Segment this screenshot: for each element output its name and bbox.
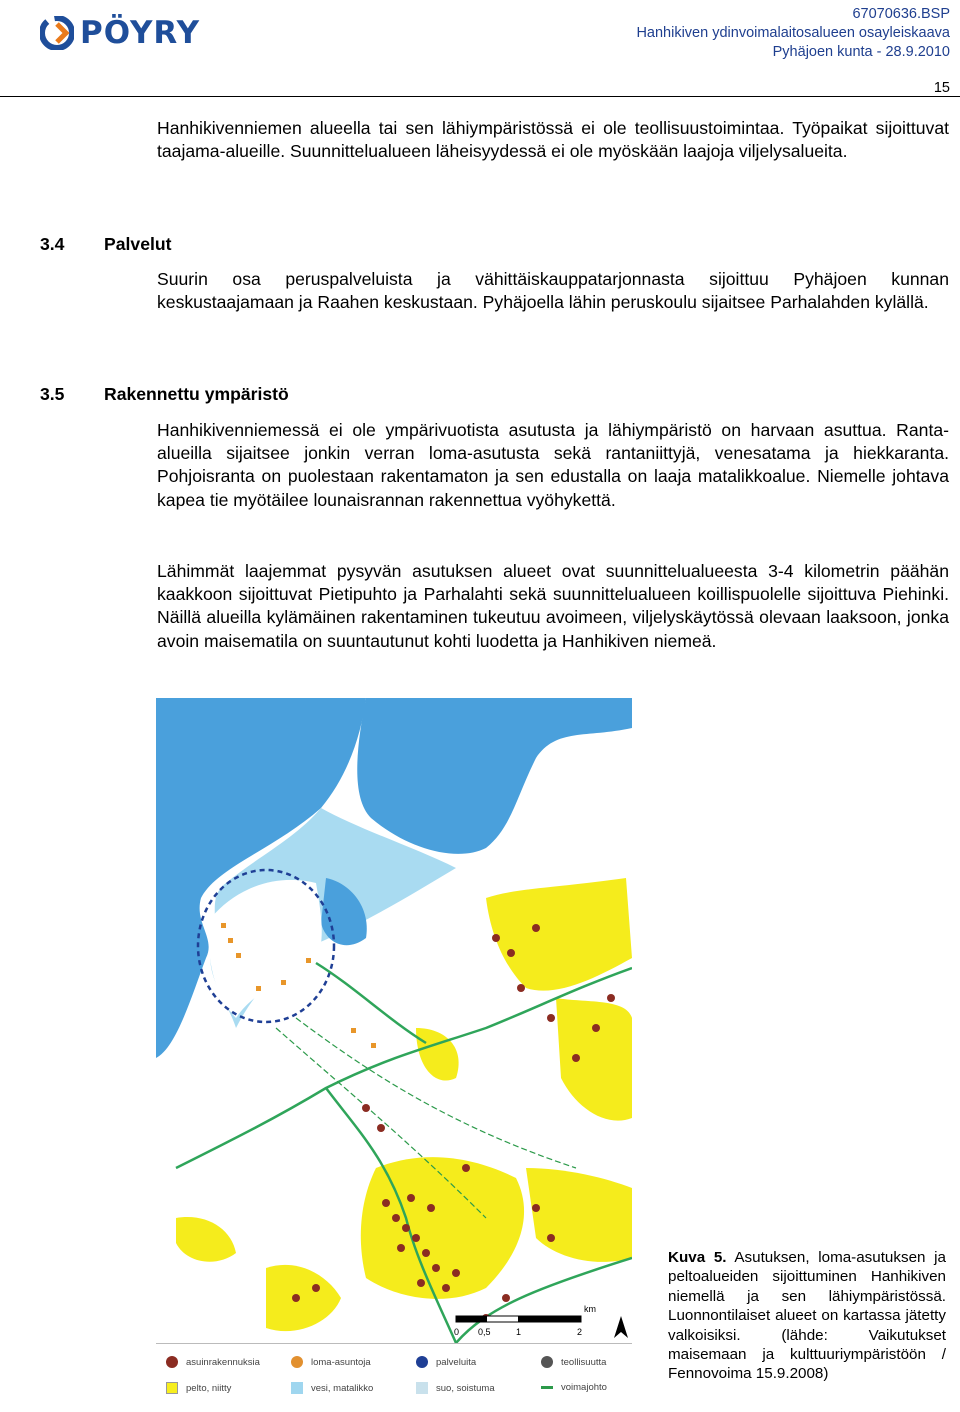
legend-label: pelto, niitty — [186, 1382, 232, 1394]
legend-item — [166, 1356, 260, 1368]
company-logo — [40, 4, 226, 62]
doc-place-date: Pyhäjoen kunta - 28.9.2010 — [772, 44, 950, 60]
legend-item — [291, 1382, 373, 1394]
page-number: 15 — [933, 80, 950, 96]
caption-label: Kuva 5. — [668, 1249, 727, 1266]
legend-label: vesi, matalikko — [311, 1382, 374, 1394]
section-title: Rakennettu ympäristö — [104, 384, 289, 404]
header-rule — [0, 96, 960, 97]
document-meta — [636, 5, 950, 62]
figure-caption — [668, 1248, 946, 1384]
section-heading-built-environment — [40, 384, 289, 405]
section-number: 3.5 — [40, 384, 65, 404]
field-swatch-icon — [166, 1382, 178, 1394]
scale-tick: 1 — [516, 1327, 522, 1337]
legend-label: voimajohto — [561, 1382, 607, 1393]
legend-item — [416, 1356, 476, 1368]
paragraph-built-environment: Hanhikivenniemessä ei ole ympärivuotista asutusta ja lähiympäristö on harvaan asuttua. Ranta-alueilla sijaitsee jonkin verran loma-asutusta sekä rantaniittyjä, venesatama ja hiekkaranta. Pohjoisranta on puolestaan rakentamaton ja sen edustalla on laaja matalikkoalue. Niemelle johtava kapea tie myötäilee lounaisrannan rakennettua vyöhykettä. — [157, 420, 949, 510]
services-dot-icon — [416, 1356, 428, 1368]
doc-id: 67070636.BSP — [852, 6, 950, 22]
marsh-swatch-icon — [416, 1382, 428, 1394]
scale-unit: km — [584, 1304, 596, 1314]
scale-tick: 0 — [454, 1327, 460, 1337]
scale-tick: 0,5 — [478, 1327, 491, 1337]
industry-dot-icon — [541, 1356, 553, 1368]
logo-wordmark: PÖYRY — [80, 15, 201, 51]
power-line-swatch-icon — [541, 1386, 553, 1389]
residential-dot-icon — [166, 1356, 178, 1368]
settlement-map — [156, 698, 632, 1343]
caption-text: Asutuksen, loma-asutuksen ja peltoalueiden sijoittuminen Hanhikiven niemellä ja sen lähiympäristössä. Luonnontilaiset alueet on kartassa jätetty valkoisiksi. (lähde: Vaikutukset maisemaan ja kulttuuriympäristöön / Fennovoima 15.9.2008) — [668, 1249, 946, 1383]
legend-label: suo, soistuma — [436, 1382, 495, 1394]
paragraph-industry: Hanhikivenniemen alueella tai sen lähiympäristössä ei ole teollisuustoimintaa. Työpaikat sijoittuvat taajama-alueille. Suunnittelualueen läheisyydessä ei ole myöskään laajoja viljelysalueita. — [157, 118, 949, 162]
legend-label: teollisuutta — [561, 1356, 607, 1368]
legend-label: asuinrakennuksia — [186, 1356, 260, 1368]
section-number: 3.4 — [40, 234, 65, 254]
legend-item — [291, 1356, 371, 1368]
water-swatch-icon — [291, 1382, 303, 1394]
scale-tick: 2 — [577, 1327, 583, 1337]
holiday-home-dot-icon — [291, 1356, 303, 1368]
legend-item — [166, 1382, 231, 1394]
section-heading-services — [40, 234, 171, 255]
paragraph-services: Suurin osa peruspalveluista ja vähittäiskauppatarjonnasta sijoittuu Pyhäjoen kunnan keskustaajamaan ja Raahen keskustaan. Pyhäjoella lähin peruskoulu sijaitsee Parhalahden kylällä. — [157, 269, 949, 313]
legend-item — [416, 1382, 495, 1394]
poyry-logo-icon — [40, 16, 74, 50]
legend-item — [541, 1382, 607, 1393]
map-legend — [156, 1343, 632, 1405]
section-title: Palvelut — [104, 234, 172, 254]
doc-title: Hanhikiven ydinvoimalaitosalueen osayleiskaava — [636, 25, 950, 41]
legend-label: loma-asuntoja — [311, 1356, 371, 1368]
paragraph-settlements: Lähimmät laajemmat pysyvän asutuksen alueet ovat suunnittelualueesta 3-4 kilometrin päähän kaakkoon sijoittuvat Pietipuhto ja Parhalahti sekä suunnittelualueen koillispuolelle sijoittuva Piehinki. Näillä alueilla kylämäinen rakentaminen tukeutuu avoimeen, viljelyskäytössä olevaan laaksoon, jonka avoin maisematila on suuntautunut kohti luodetta ja Hanhikiven niemeä. — [157, 561, 949, 651]
legend-label: palveluita — [436, 1356, 477, 1368]
legend-item — [541, 1356, 606, 1368]
